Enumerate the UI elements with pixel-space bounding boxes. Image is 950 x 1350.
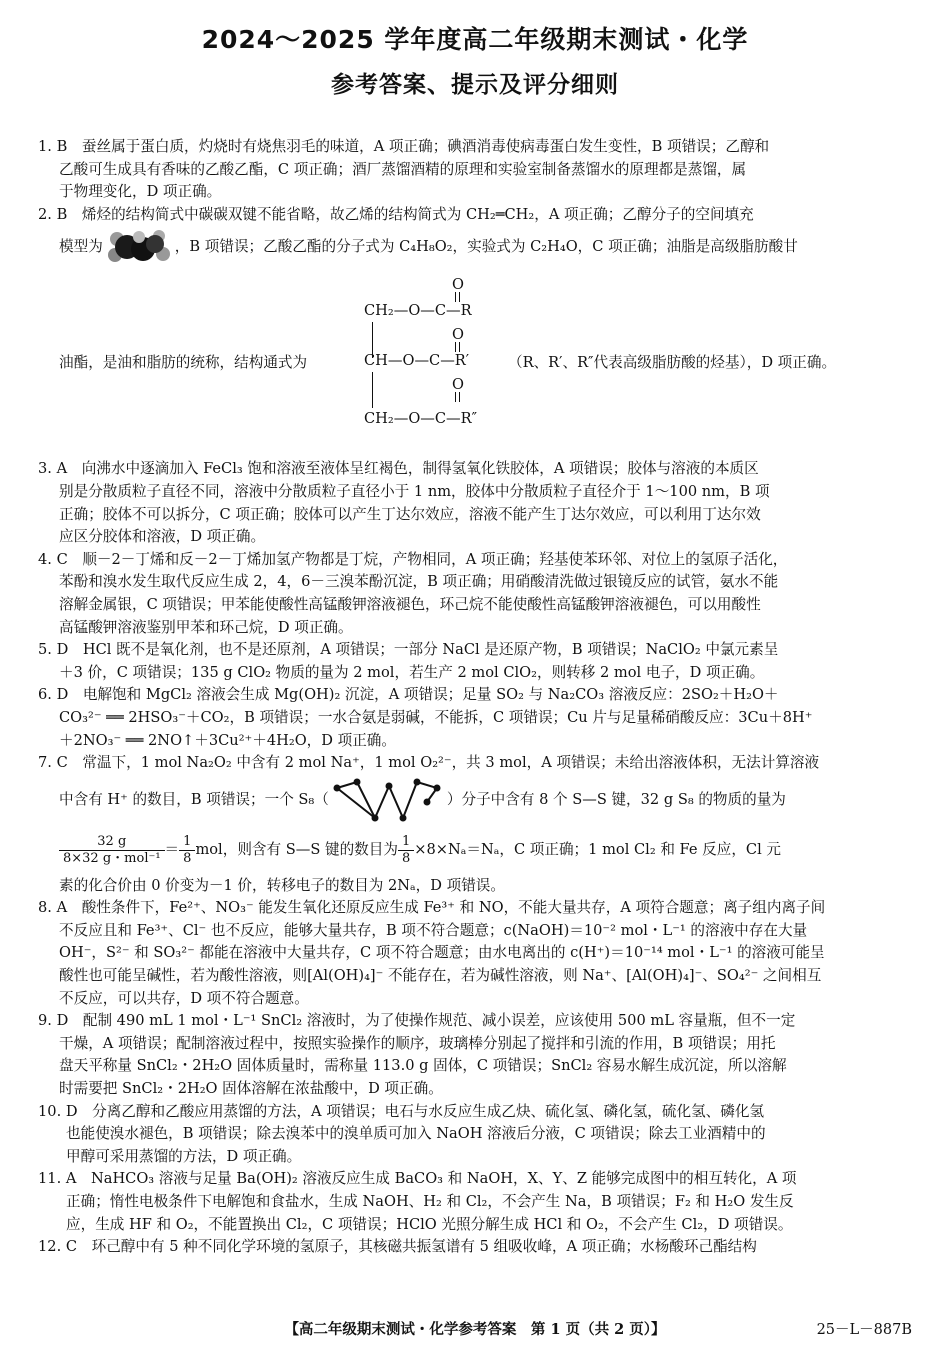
fraction-one-eighth-2: $\frac{1}{8}$ <box>398 834 414 867</box>
footer-code: 25－L－887B <box>816 1322 912 1338</box>
page-subtitle: 参考答案、提示及评分细则 <box>331 72 619 98</box>
answer-item-8: 8. A 酸性条件下，Fe²⁺、NO₃⁻ 能发生氧化还原反应生成 Fe³⁺ 和 NO，不能大量共存，A 项符合题意；离子组内离子间 不反应且和 Fe³⁺、Cl⁻ 也不反应，能够大量共存，B 项不符合题意；c(NaOH)＝10⁻² mol・L⁻¹ 的溶液中存在大量 OH⁻，S²⁻ 和 SO₃²⁻ 都能在溶液中大量共存，C 项不符合题意；由水电离出的 c(H⁺)＝10⁻¹⁴ mol・L⁻¹ 的溶液可能呈 酸性也可能呈碱性，若为酸性溶液，则[Al(OH)₄]⁻ 不能存在，若为碱性溶液，则 Na⁺、[Al(OH)₄]⁻、SO₄²⁻ 之间相互 不反应，可以共存，D 项不符合题意。 <box>38 899 826 1007</box>
answer-item-2: 2. B 烯烃的结构简式中碳碳双键不能省略，故乙烯的结构简式为 CH₂═CH₂，A 项正确；乙醇分子的空间填充 模型为 ，B 项错误；乙酸乙酯的分子式为 C₄H₈O₂，实验式为 C₂H₄O，C 项正确；油脂是高级脂肪酸甘 油酯，是油和脂肪的统称，结构通式为 O CH₂—O—C—R O CH—O—C—R′ O CH₂—O—C—R″ （R、R′、R″代表高级脂肪酸的烃基），D 项正确。 <box>38 204 914 459</box>
page-title: 2024～2025 学年度高二年级期末测试・化学 <box>201 25 749 54</box>
structure-row-3: CH₂—O—C—R″ <box>364 410 478 428</box>
ethanol-space-filling-model <box>103 227 175 267</box>
answer-body <box>38 136 914 1259</box>
answer-item-9: 9. D 配制 490 mL 1 mol・L⁻¹ SnCl₂ 溶液时，为了使操作规范、减小误差，应该使用 500 mL 容量瓶，但不一定 干燥，A 项错误；配制溶液过程中，按照实验操作的顺序，玻璃棒分别起了搅拌和引流的作用，B 项错误；用托 盘天平称量 SnCl₂・2H₂O 固体质量时，需称量 113.0 g 固体，C 项错误；SnCl₂ 容易水解生成沉淀，所以溶解 时需要把 SnCl₂・2H₂O 固体溶解在浓盐酸中，D 项正确。 <box>38 1012 796 1098</box>
structure-row-1: CH₂—O—C—R <box>364 302 472 320</box>
structure-row-2: CH—O—C—R′ <box>364 352 470 370</box>
fraction-one-eighth: $\frac{1}{8}$ <box>179 834 195 867</box>
answer-item-5: 5. D HCl 既不是氧化剂，也不是还原剂，A 项错误；一部分 NaCl 是还原产物，B 项错误；NaClO₂ 中氯元素呈 ＋3 价，C 项错误；135 g ClO₂ 物质的量为 2 mol，若生产 2 mol ClO₂，则转移 2 mol 电子，D 项正确。 <box>38 641 779 681</box>
answer-item-1: 1. B 蚕丝属于蛋白质，灼烧时有烧焦羽毛的味道，A 项正确；碘酒消毒使病毒蛋白发生变性，B 项错误；乙醇和 乙酸可生成具有香味的乙酸乙酯，C 项正确；酒厂蒸馏酒精的原理和实验室制备蒸馏水的原理都是蒸馏，属 于物理变化，D 项正确。 <box>38 138 770 201</box>
answer-item-7: 7. C 常温下，1 mol Na₂O₂ 中含有 2 mol Na⁺，1 mol O₂²⁻，共 3 mol，A 项错误；未给出溶液体积，无法计算溶液 中含有 H⁺ 的数目，B 项错误；一个 S₈（ ）分子中含有 8 个 S—S 键，32 g S₈ 的物质的量为 $\frac{32 g}{\text{8×32 g・mol⁻¹}}$ ＝ $\frac{1}{8}$ mol，则含有 S—S 键的数目为 $\frac{1}{8}$ ×8×Nₐ＝Nₐ，C 项正确；1 mol Cl₂ 和 Fe 反应，Cl 元 素的化合价由 0 价变为－1 价，转移电子的数目为 2Nₐ，D 项错误。 <box>38 754 820 894</box>
answer-item-6: 6. D 电解饱和 MgCl₂ 溶液会生成 Mg(OH)₂ 沉淀，A 项错误；足量 SO₂ 与 Na₂CO₃ 溶液反应：2SO₂＋H₂O＋ CO₃²⁻ ══ 2HSO₃⁻＋CO₂，B 项错误；一水合氨是弱碱，不能拆，C 项错误；Cu 片与足量稀硝酸反应：3Cu＋8H⁺ ＋2NO₃⁻ ══ 2NO↑＋3Cu²⁺＋4H₂O，D 项正确。 <box>38 686 813 749</box>
s8-ring-structure <box>329 776 447 826</box>
answer-item-10: 10. D 分离乙醇和乙酸应用蒸馏的方法，A 项错误；电石与水反应生成乙炔、硫化氢、磷化氢，硫化氢、磷化氢 也能使溴水褪色，B 项错误；除去溴苯中的溴单质可加入 NaOH 溶液后分液，C 项错误；除去工业酒精中的 甲醇可采用蒸馏的方法，D 项正确。 <box>38 1102 766 1165</box>
triglyceride-structure: 油酯，是油和脂肪的统称，结构通式为 O CH₂—O—C—R O CH—O—C—R′ O CH₂—O—C—R″ （R、R′、R″代表高级脂肪酸的烃基），D 项正确。 <box>59 276 837 428</box>
answer-item-3: 3. A 向沸水中逐滴加入 FeCl₃ 饱和溶液至液体呈红褐色，制得氢氧化铁胶体，A 项错误；胶体与溶液的本质区 别是分散质粒子直径不同，溶液中分散质粒子直径小于 1 nm，胶体中分散质粒子直径介于 1～100 nm，B 项 正确；胶体不可以拆分，C 项正确；胶体可以产生丁达尔效应，溶液不能产生丁达尔效应，可以利用丁达尔效 应区分胶体和溶液，D 项正确。 <box>38 460 770 546</box>
answer-item-12: 12. C 环己醇中有 5 种不同化学环境的氢原子，其核磁共振氢谱有 5 组吸收峰，A 项正确；水杨酸环己酯结构 <box>38 1238 757 1256</box>
answer-item-11: 11. A NaHCO₃ 溶液与足量 Ba(OH)₂ 溶液反应生成 BaCO₃ 和 NaOH，X、Y、Z 能够完成图中的相互转化，A 项 正确；惰性电极条件下电解饱和食盐水，生成 NaOH、H₂ 和 Cl₂，不会产生 Na，B 项错误；F₂ 和 H₂O 发生反 应，生成 HF 和 O₂，不能置换出 Cl₂，C 项错误；HClO 光照分解生成 HCl 和 O₂，不会产生 Cl₂，D 项错误。 <box>38 1170 797 1233</box>
answer-item-4: 4. C 顺－2－丁烯和反－2－丁烯加氢产物都是丁烷，产物相同，A 项正确；羟基使苯环邻、对位上的氢原子活化， 苯酚和溴水发生取代反应生成 2，4，6－三溴苯酚沉淀，B 项正确；用硝酸清洗做过银镜反应的试管，氨水不能 溶解金属银，C 项错误；甲苯能使酸性高锰酸钾溶液褪色，环己烷不能使酸性高锰酸钾溶液褪色，可以用酸性 高锰酸钾溶液鉴别甲苯和环己烷，D 项正确。 <box>38 550 788 636</box>
footer-page-info: 【高二年级期末测试・化学参考答案 第 1 页（共 2 页）】 <box>284 1321 666 1338</box>
fraction-moles: $\frac{32 g}{\text{8×32 g・mol⁻¹}}$ <box>59 834 165 867</box>
